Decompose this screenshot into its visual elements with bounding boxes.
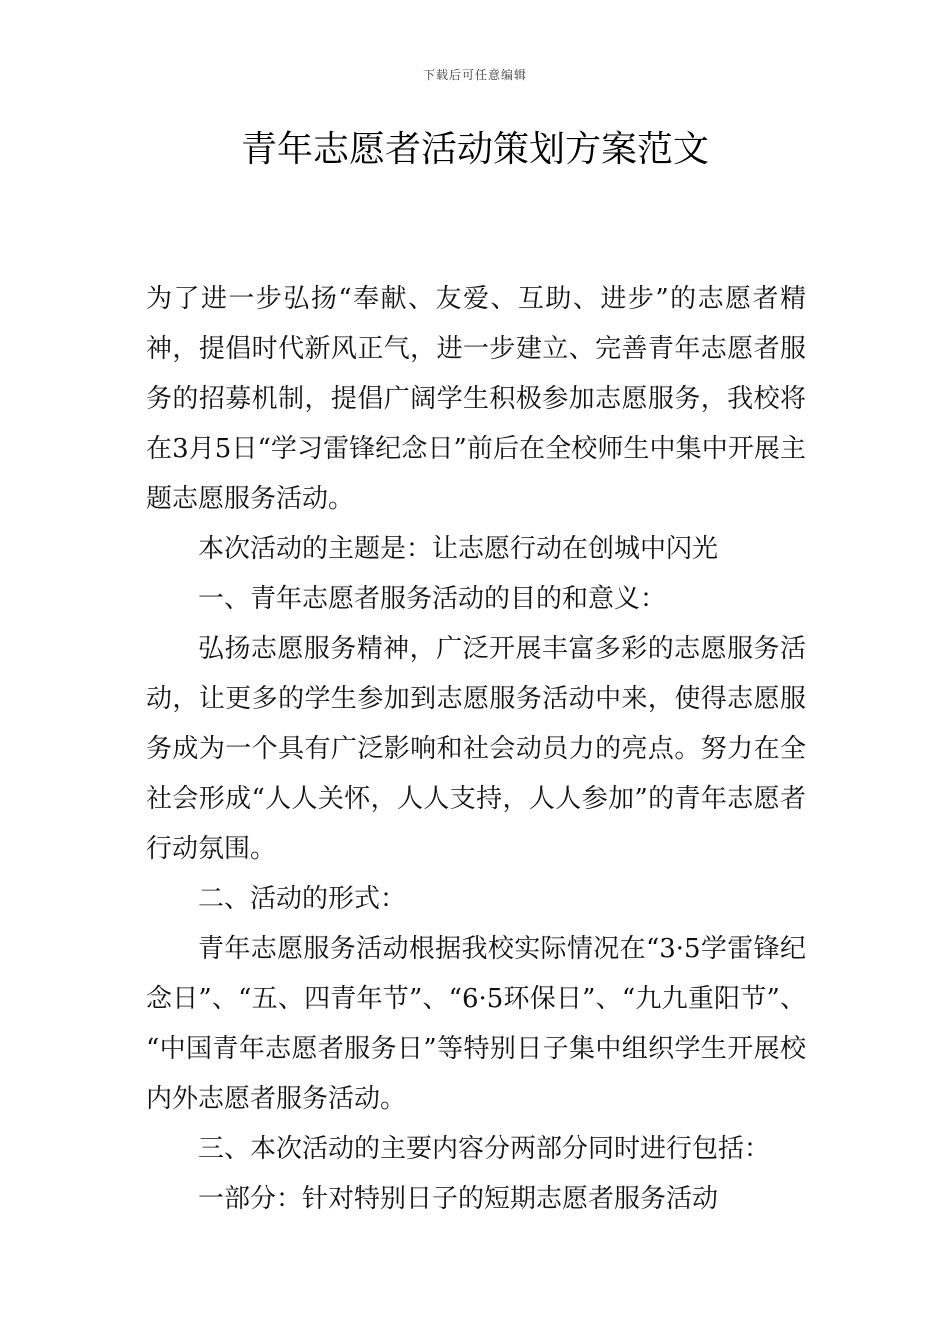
section-heading-content: 三、本次活动的主要内容分两部分同时进行包括： [198,1134,771,1164]
intro-paragraph: 为了进一步弘扬“奉献、友爱、互助、进步”的志愿者精神，提倡时代新风正气，进一步建立、完善青年志愿者服务的招募机制，提倡广阔学生积极参加志愿服务，我校将在3月5日“学习雷锋纪念日”前后在全校师生中集中开展主题志愿服务活动。 [146,284,806,514]
content-part-one: 一部分：针对特别日子的短期志愿者服务活动 [198,1184,719,1214]
purpose-paragraph: 弘扬志愿服务精神，广泛开展丰富多彩的志愿服务活动，让更多的学生参加到志愿服务活动中来，使得志愿服务成为一个具有广泛影响和社会动员力的亮点。努力在全社会形成“人人关怀，人人支持，人人参加”的青年志愿者行动氛围。 [146,634,806,864]
document-body [146,274,806,1224]
section-heading-form: 二、活动的形式： [198,884,407,914]
page-header-note: 下载后可任意编辑 [422,68,527,82]
form-paragraph: 青年志愿服务活动根据我校实际情况在“3·5学雷锋纪念日”、“五、四青年节”、“6·5环保日”、“九九重阳节”、 “中国青年志愿者服务日”等特别日子集中组织学生开展校内外志愿者服务活动。 [146,934,806,1114]
document-title: 青年志愿者活动策划方案范文 [240,129,709,170]
section-heading-purpose: 一、青年志愿者服务活动的目的和意义： [198,584,667,614]
theme-paragraph: 本次活动的主题是：让志愿行动在创城中闪光 [198,534,719,564]
